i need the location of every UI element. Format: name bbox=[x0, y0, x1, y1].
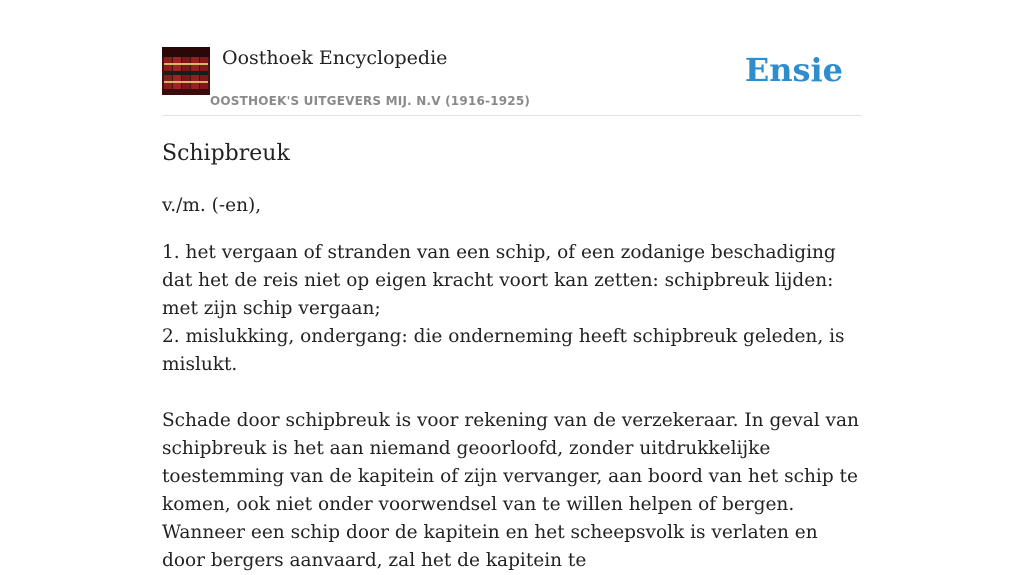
entry-grammar: v./m. (-en), bbox=[162, 195, 262, 216]
entry-body bbox=[162, 192, 862, 575]
source-title[interactable]: Oosthoek Encyclopedie bbox=[222, 47, 448, 69]
paragraph-spacer bbox=[162, 379, 862, 407]
source-avatar[interactable] bbox=[162, 47, 210, 95]
header-divider bbox=[162, 115, 862, 116]
encyclopedia-books-icon bbox=[162, 47, 210, 95]
brand-logo[interactable]: Ensie bbox=[744, 51, 843, 89]
entry-paragraph: Schade door schipbreuk is voor rekening van de verzekeraar. In geval van schipbreuk is het aan niemand geoorloofd, zonder uitdrukkelijke toestemming van de kapitein of zijn vervanger, aan boord van het schip te komen, ook niet onder voorwendsel van te willen helpen of bergen. Wanneer een schip door de kapitein en het scheepsvolk is verlaten en door bergers aanvaard, zal het de kapitein te bbox=[162, 410, 859, 571]
definition-2: 2. mislukking, ondergang: die onderneming heeft schipbreuk geleden, is mislukt. bbox=[162, 326, 845, 375]
source-subtitle[interactable]: OOSTHOEK'S UITGEVERS MIJ. N.V (1916-1925) bbox=[210, 94, 531, 108]
definition-1: 1. het vergaan of stranden van een schip, of een zodanige beschadiging dat het de reis niet op eigen kracht voort kan zetten: schipbreuk lijden: met zijn schip vergaan; bbox=[162, 242, 836, 319]
entry-title: Schipbreuk bbox=[162, 141, 290, 166]
